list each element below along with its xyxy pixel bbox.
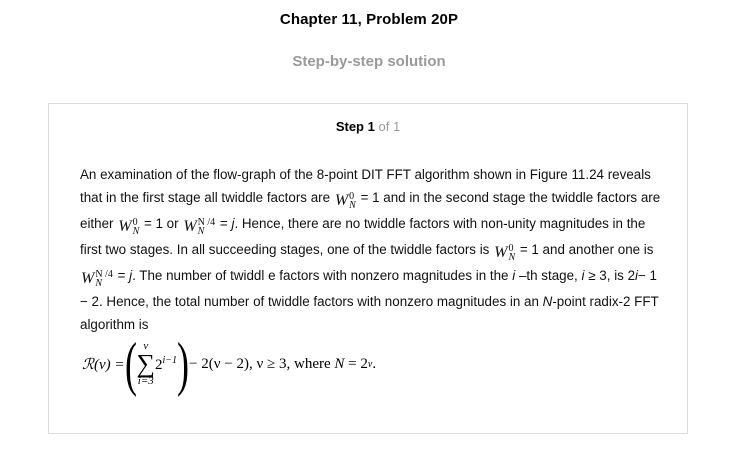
formula-end: . — [372, 355, 377, 372]
solution-text-12: -point radix-2 FFT algorithm is — [80, 294, 659, 332]
solution-card — [48, 103, 688, 434]
twiddle-factor-wn4: W N /4 N — [183, 216, 216, 237]
solution-text-7: = — [117, 268, 126, 283]
step-of-total: of 1 — [378, 119, 401, 134]
right-paren: ) — [177, 331, 190, 397]
solution-text-4: = — [219, 216, 228, 231]
formula-equals: = 2 — [348, 355, 368, 372]
sum-term: $2^{i-1}$ — [155, 354, 178, 373]
formula-rest: − 2(ν − 2), ν ≥ 3, where — [189, 355, 331, 372]
formula-n-exp: ν — [367, 358, 373, 370]
solution-text-11: − 1 − 2. Hence, the total number of twiddle factors with nonzero magnitudes in an — [80, 268, 658, 309]
solution-text-6: = 1 and another one is — [519, 242, 654, 257]
formula — [82, 331, 376, 397]
subtitle: Step-by-step solution — [292, 53, 446, 70]
solution-text-3: = 1 or — [143, 216, 179, 231]
twiddle-factor-w0: W 0 N — [334, 190, 356, 211]
solution-text-2: = 1 and in the second stage the twiddle factors are either — [80, 190, 661, 231]
solution-text-1: An examination of the flow-graph of the 8-point DIT FFT algorithm shown in Figure 11.24 reveals that in the first stage all twiddle factors are — [80, 167, 651, 205]
solution-text — [80, 163, 665, 336]
formula-lhs: ℛ(ν) = — [82, 356, 125, 373]
solution-text-9: –th stage, — [518, 268, 578, 283]
page-title: Chapter 11, Problem 20P — [279, 11, 459, 28]
sum-lower-limit: i=3 — [137, 375, 154, 387]
symbol-i: i — [512, 268, 516, 283]
symbol-i: i — [635, 268, 639, 283]
sum-upper-limit: ν — [143, 340, 149, 352]
symbol-j: j — [129, 268, 133, 283]
sigma-symbol: ∑ — [136, 349, 156, 378]
summation — [136, 341, 155, 387]
twiddle-factor-w0: W 0 N — [118, 216, 140, 237]
symbol-j: j — [231, 216, 235, 231]
solution-text-8: . The number of twiddl e factors with nonzero magnitudes in the — [132, 268, 509, 283]
symbol-i: i — [581, 268, 585, 283]
twiddle-factor-wn4: W N /4 N — [81, 268, 113, 289]
left-paren: ( — [124, 331, 137, 397]
solution-text-5: . Hence, there are no twiddle factors with non-unity magnitudes in the first two stages. In all succeeding stages, one of the twiddle factors is — [80, 216, 646, 257]
twiddle-factor-w0: W 0 N — [494, 242, 516, 263]
symbol-n: N — [542, 294, 553, 309]
formula-n-var: N — [334, 355, 345, 372]
step-number: 1 — [367, 119, 375, 134]
step-heading — [49, 119, 687, 134]
step-label: Step — [335, 119, 364, 134]
solution-text-10: ≥ 3, is 2 — [588, 268, 636, 283]
